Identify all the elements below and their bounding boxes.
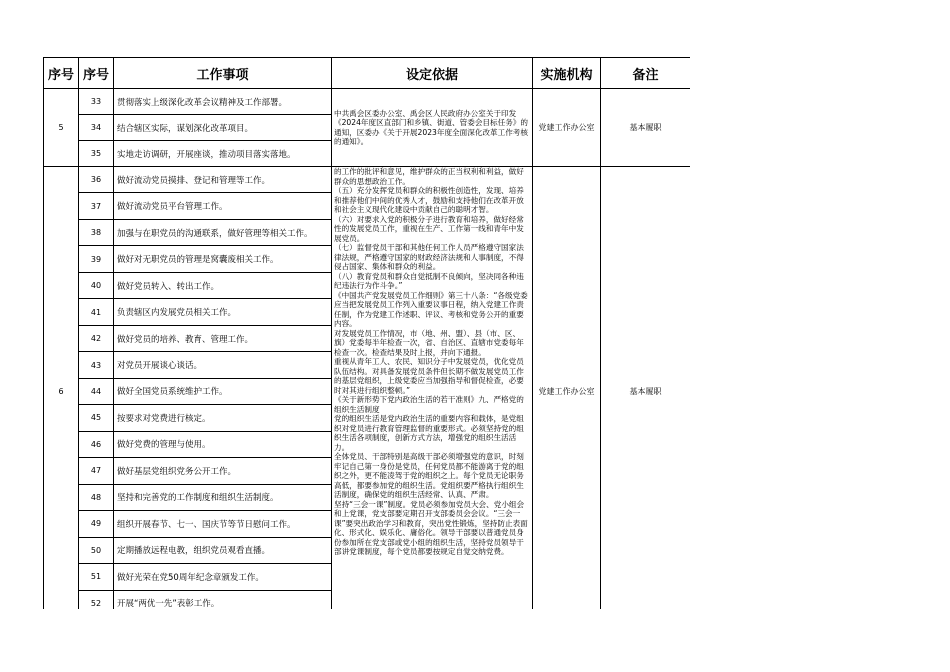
item-seq: 35: [79, 141, 114, 167]
item-seq: 45: [79, 405, 114, 431]
item-seq: 50: [79, 537, 114, 563]
item-text: 做好光荣在党50周年纪念章颁发工作。: [114, 564, 332, 590]
group-org: 党建工作办公室: [533, 89, 601, 167]
item-seq: 39: [79, 246, 114, 272]
item-seq: 47: [79, 458, 114, 484]
item-text: 定期播放远程电教，组织党员观看直播。: [114, 537, 332, 563]
group-seq: 5: [44, 89, 79, 167]
item-text: 做好全国党员系统维护工作。: [114, 378, 332, 404]
group-note: 基本履职: [601, 89, 691, 167]
item-text: 加强与在职党员的沟通联系，做好管理等相关工作。: [114, 219, 332, 245]
item-seq: 43: [79, 352, 114, 378]
item-text: 做好基层党组织党务公开工作。: [114, 458, 332, 484]
item-text: 组织开展春节、七一、国庆节等节日慰问工作。: [114, 511, 332, 537]
item-text: 做好党费的管理与使用。: [114, 431, 332, 457]
item-seq: 42: [79, 325, 114, 351]
basis-text: 的工作的批评和意见，维护群众的正当权利和利益，做好群众的思想政治工作。 （五）充分发挥党员和群众的积极性创造性，发现、培养和推荐他们中间的优秀人才，鼓励和支持他们在改革开放和社会主义现代化建设中贡献自己的聪明才智。 （六）对要求入党的积极分子进行教育和培养，做好经常性的发展党员工作，重视在生产、工作第一线和青年中发展党员。 （七）监督党员干部和其他任何工作人员严格遵守国家法律法规，严格遵守国家的财政经济法规和人事制度，不得侵占国家、集体和群众的利益。 （八）教育党员和群众自觉抵制不良倾向，坚决同各种违纪违法行为作斗争。” 《中国共产党发展党员工作细则》第三十八条：“各级党委应当把发展党员工作列入重要议事日程，纳入党建工作责任制，作为党建工作述职、评议、考核和党务公开的重要内容。 对发展党员工作情况，市（地、州、盟）、县（市、区、旗）党委每半年检查一次，省、自治区、直辖市党委每年检查一次。检查结果及时上报，并向下通报。 重视从青年工人、农民、知识分子中发展党员，优化党员队伍结构。对具备发展党员条件但长期不做发展党员工作的基层党组织，上级党委应当加强指导和督促检查，必要时对其进行组织整顿。” 《关于新形势下党内政治生活的若干准则》九、严格党的组织生活制度 党的组织生活是党内政治生活的重要内容和载体，是党组织对党员进行教育管理监督的重要形式。必须坚持党的组织生活各项制度，创新方式方法，增强党的组织生活活力。 全体党员、干部特别是高级干部必须增强党的意识，时刻牢记自己第一身份是党员，任何党员都不能游离于党的组织之外，更不能凌驾于党的组织之上。每个党员无论职务高低，都要参加党的组织生活。党组织要严格执行组织生活制度，确保党的组织生活经常、认真、严肃。 坚持“三会一课”制度。党员必须参加党员大会、党小组会和上党课，党支部要定期召开支部委员会会议。“三会一课”要突出政治学习和教育，突出党性锻炼，坚持防止表面化、形式化、娱乐化、庸俗化。领导干部要以普通党员身份参加所在党支部或党小组的组织生活，坚持党员领导干部讲党课制度，每个党员都要按规定自觉交纳党费。: [334, 167, 528, 556]
item-text: 开展“两优一先”表彰工作。: [114, 590, 332, 609]
header-org: 实施机构: [533, 58, 601, 89]
header-seq-item: 序号: [79, 58, 114, 89]
table-row: [44, 167, 691, 193]
spreadsheet: [43, 57, 690, 609]
header-row: [44, 58, 691, 89]
item-seq: 40: [79, 272, 114, 298]
item-text: 做好对无职党员的管理是窝囊废相关工作。: [114, 246, 332, 272]
item-text: 做好流动党员摸排、登记和管理等工作。: [114, 167, 332, 193]
item-seq: 37: [79, 193, 114, 219]
item-seq: 41: [79, 299, 114, 325]
item-text: 坚持和完善党的工作制度和组织生活制度。: [114, 484, 332, 510]
item-text: 结合辖区实际，谋划深化改革项目。: [114, 115, 332, 141]
work-table: [43, 57, 690, 609]
group-seq: 6: [44, 167, 79, 610]
group-basis: [332, 167, 533, 610]
header-work: 工作事项: [114, 58, 332, 89]
item-seq: 33: [79, 89, 114, 115]
item-text: 对党员开展谈心谈话。: [114, 352, 332, 378]
header-note: 备注: [601, 58, 691, 89]
item-seq: 48: [79, 484, 114, 510]
item-seq: 46: [79, 431, 114, 457]
item-text: 实地走访调研，开展座谈，推动项目落实落地。: [114, 141, 332, 167]
item-text: 做好流动党员平台管理工作。: [114, 193, 332, 219]
header-seq-group: 序号: [44, 58, 79, 89]
table-row: [44, 89, 691, 115]
item-text: 做好党员转入、转出工作。: [114, 272, 332, 298]
item-seq: 36: [79, 167, 114, 193]
item-text: 负责辖区内发展党员相关工作。: [114, 299, 332, 325]
item-text: 做好党员的培养、教育、管理工作。: [114, 325, 332, 351]
group-note: 基本履职: [601, 167, 691, 610]
item-text: 按要求对党费进行核定。: [114, 405, 332, 431]
item-seq: 34: [79, 115, 114, 141]
item-seq: 49: [79, 511, 114, 537]
item-seq: 44: [79, 378, 114, 404]
item-text: 贯彻落实上级深化改革会议精神及工作部署。: [114, 89, 332, 115]
group-org: 党建工作办公室: [533, 167, 601, 610]
item-seq: 51: [79, 564, 114, 590]
item-seq: 52: [79, 590, 114, 609]
item-seq: 38: [79, 219, 114, 245]
header-basis: 设定依据: [332, 58, 533, 89]
group-basis: [332, 89, 533, 167]
basis-text: 中共禹会区委办公室、禹会区人民政府办公室关于印发《2024年度区直部门和乡镇、街道、管委会目标任务》的通知，区委办《关于开展2023年度全面深化改革工作考核的通知》。: [334, 108, 528, 146]
